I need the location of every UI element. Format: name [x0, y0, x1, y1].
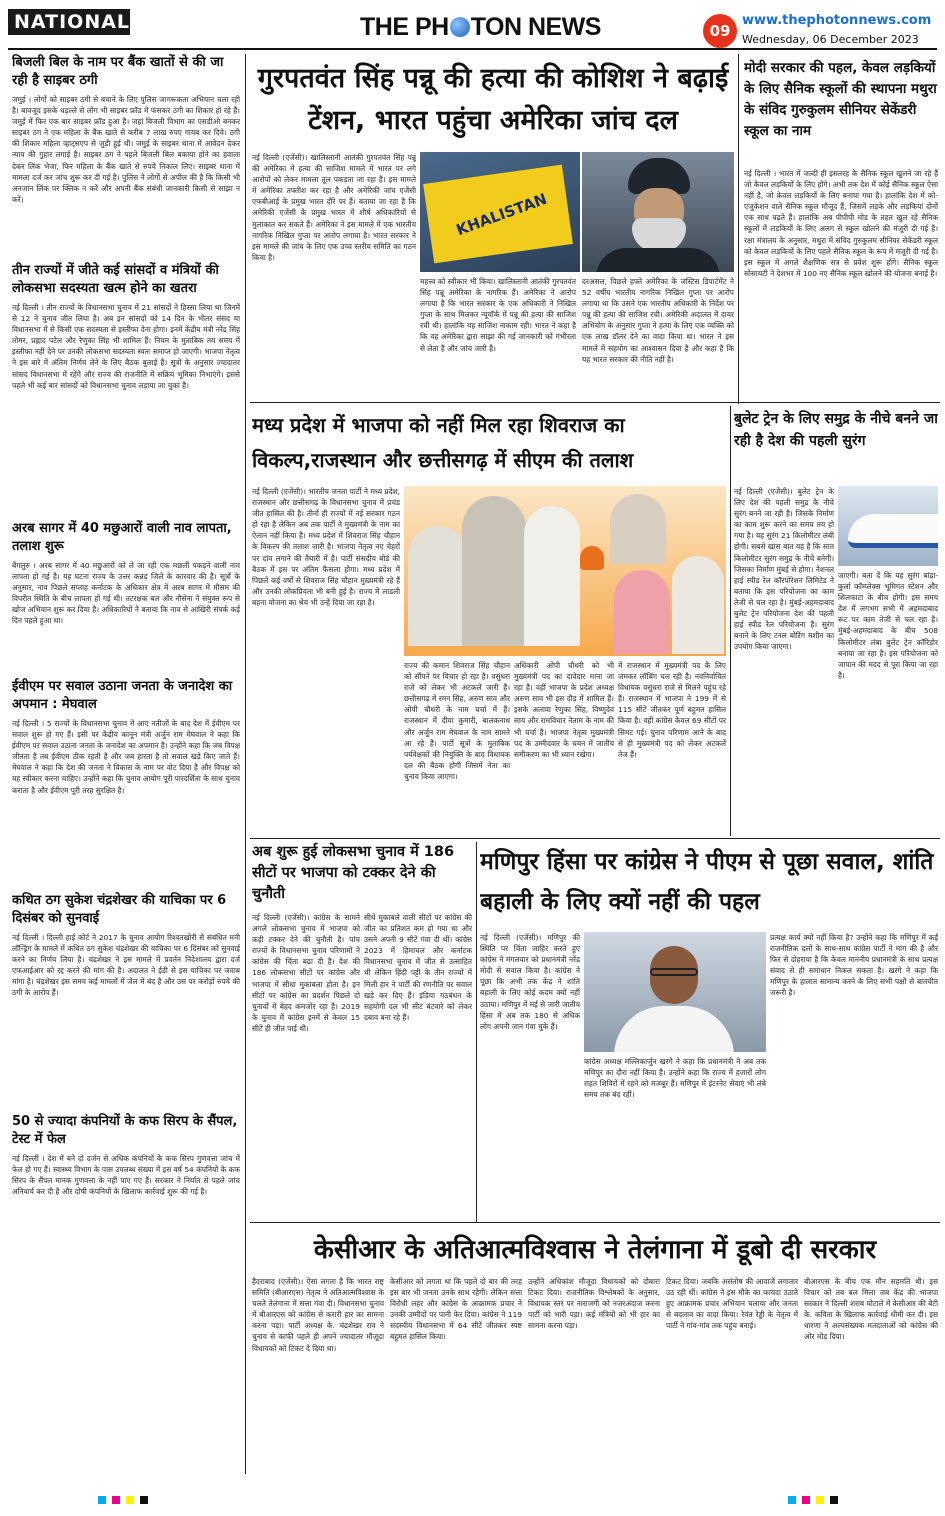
right-top-headline: मोदी सरकार की पहल, केवल लड़कियों के लिए सैनिक स्कूलों की स्थापना मथुरा के संविद गुरुकुलम सीनियर सेकेंडरी स्कूल का नाम [744, 60, 937, 139]
lead-col-3: दरअसल, पिछले हफ्ते अमेरिका के जस्टिस डिपार्टमेंट ने 52 वर्षीय भारतीय नागरिक निखिल गुप्ता पर आरोप लगाया था कि उसने एक भारतीय अधिकारी के निर्देश पर पन्नू की हत्या की साजिश रची। अमेरिकी अदालत में दायर अभियोग के अनुसार गुप्ता ने हत्या के लिए एक व्यक्ति को एक लाख डॉलर देने का वादा किया था। भारत ने इस मामले में सहयोग का आश्वासन दिया है और कहा है कि यह भारत सरकार की नीति नहीं है। [582, 277, 734, 364]
story-body: नई दिल्ली । देश में बने दो दर्जन से अधिक कंपनियों के कफ सिरप गुणवत्ता जांच में फेल हो गए हैं। स्वास्थ्य विभाग के पास उपलब्ध संख्या में इस वर्ष 54 कंपनियों के कफ सिरप के सैंपल मानक गुणवत्ता के नहीं पाए गए हैं। सरकार ने निर्यात से पहले जांच अनिवार्य कर दी है और दोषी कंपनियों के खिलाफ कार्रवाई शुरू की गई है। [12, 1154, 240, 1197]
leader-4 [610, 494, 666, 564]
cmyk-dot [126, 1496, 134, 1504]
manipur-col-3: प्रत्यक्ष कार्य क्यों नहीं किया है? उन्होंने कहा कि मणिपुर में कई राजनीतिक दलों के साथ-साथ कांग्रेस पार्टी ने मांग की है और फिर से दोहराया है कि केवल माननीय प्रधानमंत्री के साथ प्रत्यक्ष संवाद से ही समाधान निकल सकता है। खरगे ने कहा कि मणिपुर के हालात सामान्य करने के लिए सभी पक्षों से बातचीत जरूरी है। [770, 933, 938, 998]
page-number-badge [703, 14, 737, 48]
manipur-col-2: कांग्रेस अध्यक्ष मल्लिकार्जुन खरगे ने कहा कि प्रधानमंत्री ने अब तक मणिपुर का दौरा नहीं किया है। उन्होंने कहा कि राज्य में हजारों लोग राहत शिविरों में रहने को मजबूर हैं। मणिपुर में इंटरनेट सेवाएं भी लंबे समय तक बंद रहीं। [584, 1057, 766, 1100]
story-body: बेंगलुरु । अरब सागर में 40 मछुआरों को ले जा रही एक मछली पकड़ने वाली नाव लापता हो गई है। यह घटना राज्य के उत्तर कन्नड़ जिले के कारवार की है। सूत्रों के अनुसार, नाव पिछले सप्ताह कर्नाटक के अधिकार क्षेत्र में अरब सागर में मौसम की विपरीत स्थिति के बीच लापता हो गई थी। तटरक्षक बल और नौसेना ने संयुक्त रूप से खोज अभियान शुरू कर दिया है। अधिकारियों ने बताया कि नाव से आखिरी संपर्क कई दिन पहले हुआ था। [12, 561, 240, 626]
bullet-col-1: नई दिल्ली (एजेंसी)। बुलेट ट्रेन के लिए देश की पहली समुद्र के नीचे सुरंग बनने जा रही है। जिसके निर्माण का काम शुरू करने का समय तय हो गया है। यह सुरंग 21 किलोमीटर लंबी होगी। सबसे खास बात यह है कि सात किलोमीटर सुरंग समुद्र के नीचे बनेगी। जिसका निर्माण मुंबई से होगा। नेशनल हाई स्पीड रेल कॉरपोरेशन लिमिटेड ने बताया कि इस परियोजना का काम तेजी से चल रहा है। मुंबई-अहमदाबाद बुलेट ट्रेन परियोजना देश की पहली हाई स्पीड रेल परियोजना है। सुरंग बनाने के लिए टनल बोरिंग मशीन का उपयोग किया जाएगा। [734, 487, 834, 652]
glasses [650, 968, 698, 976]
mp-col-1: नई दिल्ली (एजेंसी)। भारतीय जनता पार्टी ने मध्य प्रदेश, राजस्थान और छत्तीसगढ़ के विधानसभा चुनाव में प्रचंड जीत हासिल की है। तीनों ही राज्यों में नई सरकार गठन हो रहा है लेकिन अब तक पार्टी ने मुख्यमंत्री के नाम का ऐलान नहीं किया है। मध्य प्रदेश में शिवराज सिंह चौहान के विकल्प की तलाश जारी है। भाजपा नेतृत्व नए चेहरों पर दांव लगाने की तैयारी में है। पार्टी संसदीय बोर्ड की बैठक में इस पर अंतिम फैसला होगा। मध्य प्रदेश में पिछले कई वर्षों से शिवराज सिंह चौहान मुख्यमंत्री रहे हैं और उनकी लोकप्रियता भी बनी हुई है। राज्य में लाडली बहना योजना का श्रेय भी उन्हें दिया जा रहा है। [252, 487, 400, 607]
leader-6 [672, 556, 724, 654]
story-headline: बिजली बिल के नाम पर बैंक खातों से की जा रही है साइबर ठगी [12, 55, 224, 88]
story-body: जमुई । लोगों को साइबर ठगी से बचाने के लिए पुलिस जागरूकता अभियान चला रही है। बावजूद इसके धड़ल्ले से लोग भी साइबर फ्रॉड में फंसकर ठगी का शिकार हो रहे हैं। जमुई में फिर एक बार साइबर फ्रॉड हुआ है। जहां बिजली विभाग का एसडीओ बनकर साइबर ठग ने एक महिला के बैंक खाते से करीब 7 लाख रुपए गायब कर दिये। ठगी की शिकार महिला व्हाट्सएप से जुड़ी हुई थी। जमुई के साइबर थाना में आवेदन देकर न्याय की गुहार लगाई है। साइबर ठग ने पहले बिजली बिल बकाया होने का हवाला देकर लिंक भेजा, फिर महिला के बैंक खाते से रुपये निकाल लिए। साइबर थाना में मामला दर्ज कर जांच शुरू कर दी गई है। पुलिस ने लोगों से अपील की है कि किसी भी अनजान लिंक पर क्लिक न करें और अपनी बैंक संबंधी जानकारी किसी से साझा न करें। [12, 95, 240, 204]
paper-name-part1: THE PH [360, 13, 449, 41]
divider-left [245, 54, 246, 1474]
paper-name-part2: TON NEWS [470, 13, 601, 41]
photon-globe-icon [450, 17, 470, 37]
bjp-leaders-collage [404, 486, 726, 656]
story-headline: तीन राज्यों में जीते कई सांसदों व मंत्रियों की लोकसभा सदस्यता खत्म होने का खतरा [12, 263, 219, 296]
registration-marks [8, 1494, 937, 1506]
leader-2 [462, 496, 526, 646]
leader-5 [614, 570, 670, 654]
story-body: नई दिल्ली । 5 राज्यों के विधानसभा चुनाव में आए नतीजों के बाद देश में ईवीएम पर सवाल शुरू हो गए हैं। इसी पर केंद्रीय कानून मंत्री अर्जुन राम मेघवाल ने कहा कि ईवीएम पर सवाल उठाना जनता के जनादेश का अपमान है। उन्होंने कहा कि जब विपक्ष जीतता है तब ईवीएम ठीक रहती है और जब हारता है तो सवाल खड़े किए जाते हैं। मेघवाल ने कहा कि देश की जनता ने विकास के नाम पर वोट दिया है और विपक्ष को यह स्वीकार करना चाहिए। उन्होंने कहा कि चुनाव आयोग पूरी पारदर्शिता के साथ चुनाव कराता है और ईवीएम पूरी तरह सुरक्षित है। [12, 719, 240, 795]
leader-3 [524, 506, 580, 646]
lead-headline: गुरपतवंत सिंह पन्नू की हत्या की कोशिश ने बढ़ाई टेंशन, भारत पहुंचा अमेरिका जांच दल [257, 63, 729, 136]
cmyk-dot [788, 1496, 796, 1504]
left-story-1 [12, 54, 240, 260]
paper-name [360, 12, 680, 42]
story-headline: 50 से ज्यादा कंपनियों के कफ सिरप के सैंपल, टेस्ट में फेल [12, 1114, 238, 1147]
leader-1 [408, 526, 468, 646]
left-story-3 [12, 520, 240, 675]
mp-headline: मध्य प्रदेश में भाजपा को नहीं मिल रहा शिवराज का विकल्प,राजस्थान और छत्तीसगढ़ में सीएम की तलाश [252, 413, 634, 472]
cmyk-dot [816, 1496, 824, 1504]
kcr-col-3: उन्होंने अधिकांश मौजूदा विधायकों को दोबारा टिकट दिया। राजनीतिक विश्लेषकों के अनुसार, विधायक स्तर पर नाराजगी को नजरअंदाज करना पार्टी को भारी पड़ा। कई मंत्रियों को भी हार का सामना करना पड़ा। [528, 1277, 660, 1331]
cmyk-dot [112, 1496, 120, 1504]
kharge-photo [584, 932, 766, 1052]
beard [632, 218, 686, 252]
story-body: नई दिल्ली । दिल्ली हाई कोर्ट ने 2017 के चुनाव आयोग रिश्वतखोरी से संबंधित मनी लॉन्ड्रिंग के मामले में कथित ठग सुकेश चंद्रशेखर की याचिका पर 6 दिसंबर को सुनवाई करने का निर्णय लिया है। चंद्रशेखर ने इस मामले में प्रवर्तन निदेशालय द्वारा दर्ज एफआईआर को रद्द करने की मांग की है। अदालत ने ईडी से इस याचिका पर जवाब मांगा है। चंद्रशेखर इस समय कई मामलों में जेल में बंद है और उस पर करोड़ों रुपये की ठगी के आरोप हैं। [12, 933, 240, 998]
flag-text: KHALISTAN [453, 189, 550, 240]
bullet-col-2: जाएगी। बता दें कि यह सुरंग बांद्रा-कुर्ला कॉम्प्लेक्स भूमिगत स्टेशन और शिलफाटा के बीच होगी। इस समय देश में लगभग सभी में अहमदाबाद रूट पर काम तेजी से चल रहा है। मुंबई-अहमदाबाद के बीच 508 किलोमीटर लंबा बुलेट ट्रेन कॉरिडोर बनाया जा रहा है। इस परियोजना को जापान की मदद से पूरा किया जा रहा है। [838, 571, 938, 680]
cmyk-dot [802, 1496, 810, 1504]
lead-col-2: महत्त्व को स्वीकार भी किया। खालिस्तानी आतंकी गुरपतवंत सिंह पन्नू अमेरिका के नागरिक हैं। अमेरिका ने आरोप लगाया है कि भारत सरकार के एक अधिकारी ने निखिल गुप्ता के साथ मिलकर न्यूयॉर्क में पन्नू की हत्या की साजिश रची थी। हालांकि यह साजिश नाकाम रही। भारत ने कहा है कि वह अमेरिका द्वारा साझा की गई जानकारी को गंभीरता से लेता है और जांच जारी है। [420, 277, 576, 353]
train-nose [848, 514, 938, 548]
mp-col-2: राज्य की कमान शिवराज सिंह चौहान को सौंपने पर विचार हो रहा है। वसुंधरा राजे को लेकर भी अटकलें जारी हैं। छत्तीसगढ़ में रमन सिंह, अरुण साव और ओपी चौधरी के नाम चर्चा में हैं। राजस्थान में दीया कुमारी, बालकनाथ और अर्जुन राम मेघवाल के नाम सामने आ रहे हैं। पार्टी सूत्रों के मुताबिक पर्यवेक्षकों की नियुक्ति के बाद विधायक दल की बैठक होगी जिसमें नेता का चुनाव किया जाएगा। [404, 661, 510, 781]
divider-mp-bullet [730, 406, 731, 836]
kcr-col-1: हैदराबाद (एजेंसी)। ऐसा लगता है कि भारत राष्ट्र समिति (बीआरएस) नेतृत्व ने अतिआत्मविश्वास के चलते तेलंगाना में सत्ता गंवा दी। विधानसभा चुनाव में बीआरएस को कांग्रेस से करारी हार का सामना करना पड़ा। पार्टी अध्यक्ष के. चंद्रशेखर राव ने चुनाव से काफी पहले ही अपने ज्यादातर मौजूदा विधायकों को टिकट दे दिया था। [252, 1277, 384, 1353]
kcr-col-4: टिकट दिया। जबकि असंतोष की आवाजें लगातार उठ रही थीं। कांग्रेस ने इस मौके का फायदा उठाते हुए आक्रामक प्रचार अभियान चलाया और जनता से बदलाव का वादा किया। रेवंत रेड्डी के नेतृत्व में पार्टी ने गांव-गांव तक पहुंच बनाई। [666, 1277, 798, 1331]
cmyk-dot [140, 1496, 148, 1504]
issue-date: Wednesday, 06 December 2023 [742, 33, 919, 46]
divider-lead-bottom [250, 402, 940, 403]
mp-col-3: अधिकारी ओपी चौधरी को भी मुख्यमंत्री पद का दावेदार माना जा रहा है। वहीं भाजपा के प्रदेश अध्यक्ष अरुण साव भी इस दौड़ में शामिल हैं। इसके अलावा रेणुका सिंह, विष्णुदेव साय और रामविचार नेताम के नाम की भी चर्चा है। भाजपा नेतृत्व मुख्यमंत्री पद के उम्मीदवार के चयन में जातीय समीकरण का भी ध्यान रखेगा। [514, 661, 614, 759]
story-body: नई दिल्ली । तीन राज्यों के विधानसभा चुनाव में 21 सांसदों ने हिस्सा लिया था जिनमें से 12 ने चुनाव जीत लिया है। अब इन सांसदों को 14 दिन के भीतर संसद या विधानसभा में से किसी एक सदस्यता से इस्तीफा देना होगा। इनमें केंद्रीय मंत्री नरेंद्र सिंह तोमर, प्रह्लाद पटेल और रेणुका सिंह भी शामिल हैं। नियम के मुताबिक तय समय में इस्तीफा नहीं देने पर उनकी लोकसभा सदस्यता स्वतः समाप्त हो जाएगी। भाजपा नेतृत्व ने इस बारे में अंतिम निर्णय लेने के लिए बैठक बुलाई है। सूत्रों के अनुसार ज्यादातर सांसद विधानसभा में रहेंगे और राज्य की राजनीति में सक्रिय भूमिका निभाएंगे। इससे पहले भी कई बार सांसदों को विधानसभा चुनाव लड़ाया जा चुका है। [12, 303, 240, 390]
left-story-5 [12, 892, 240, 1110]
story-headline: ईवीएम पर सवाल उठाना जनता के जनादेश का अपमान : मेघवाल [12, 679, 233, 712]
bullet-headline: बुलेट ट्रेन के लिए समुद्र के नीचे बनने जा रही है देश की पहली सुरंग [734, 411, 938, 449]
lotus-icon [580, 546, 604, 570]
flag [423, 165, 573, 264]
loksabha-col-2: सीधे मुकाबले वाली सीटों पर कांग्रेस की जीत का प्रतिशत कम हो गया था और उसने अपनी 9 सीटें गंवा दी थीं। कांग्रेस 2023 में हिमाचल और कर्नाटक विधानसभा चुनाव में जीत से उत्साहित थी लेकिन हिंदी पट्टी के तीन राज्यों में मिली हार ने पार्टी की रणनीति पर सवाल खड़े कर दिए हैं। इंडिया गठबंधन के सहयोगी दल भी सीट बंटवारे को लेकर दबाव बना रहे हैं। [364, 913, 472, 1022]
story-headline: कथित ठग सुकेश चंद्रशेखर की याचिका पर 6 दिसंबर को सुनवाई [12, 893, 227, 926]
bullet-train-photo [838, 486, 938, 566]
divider-right [738, 54, 739, 404]
website-link[interactable]: www.thephotonnews.com [742, 13, 932, 28]
masthead-rule [8, 48, 937, 50]
divider-kcr-top [250, 1222, 940, 1223]
mp-col-4: में राजस्थान में मुख्यमंत्री पद के लिए जमकर लॉबिंग चल रही है। नवनिर्वाचित विधायक वसुंधरा राजे से मिलने पहुंच रहे हैं। राजस्थान में भाजपा ने 199 में से 115 सीटें जीतकर पूर्ण बहुमत हासिल किया है। वहीं कांग्रेस केवल 69 सीटों पर सिमट गई। चुनाव परिणाम आने के बाद से ही मुख्यमंत्री पद को लेकर अटकलें तेज हैं। [618, 661, 726, 759]
shoulders [614, 1006, 734, 1052]
page-number: 09 [709, 22, 731, 40]
lead-col-1: नई दिल्ली (एजेंसी)। खालिस्तानी आतंकी गुरपतवंत सिंह पन्नू की अमेरिका में हत्या की साजिश मामले में भारत पर लगे आरोपों को लेकर मामला तूल पकड़ता जा रहा है। इस मामले में अमेरिका तफ्तीश कर रहा है और अमेरिकी जांच एजेंसी एफबीआई के प्रमुख भारत दौरे पर हैं। बताया जा रहा है कि अमेरिकी एजेंसी के प्रमुख भारत में शीर्ष अधिकारियों से मुलाकात कर सकते हैं। अमेरिका ने इस मामले में एक भारतीय नागरिक निखिल गुप्ता पर आरोप लगाया है। भारत सरकार ने इस मामले की जांच के लिए एक उच्च स्तरीय समिति का गठन किया है। [252, 153, 416, 262]
right-top-body: नई दिल्ली । भारत में जल्दी ही इसतरह के सैनिक स्कूल खुलने जा रहे हैं जो केवल लड़कियों के लिए होंगे। अभी तक देश में कोई सैनिक स्कूल ऐसा नहीं है, जो केवल लड़कियों के लिए बनाया गया है। हालांकि देश में को-एजुकेशन वाले सैनिक स्कूल मौजूद हैं, जिसमें लड़के और लड़कियां दोनों एक साथ पढ़ते हैं। हालांकि अब पीपीपी मोड के तहत खुल रहे सैनिक स्कूलों में लड़कियों के लिए अलग से स्कूल खोलने की मंजूरी दी गई है। रक्षा मंत्रालय के अनुसार, मथुरा में संविद गुरुकुलम सीनियर सेकेंडरी स्कूल को केवल लड़कियों के लिए पहले सैनिक स्कूल के रूप में मंजूरी दी गई है। इस स्कूल में अगले शैक्षणिक सत्र से प्रवेश शुरू होंगे। सैनिक स्कूल सोसायटी ने देशभर में 100 नए सैनिक स्कूल खोलने की योजना बनाई है। [744, 169, 938, 278]
loksabha-col-1: नई दिल्ली (एजेंसी)। कांग्रेस के सामने अगले लोकसभा चुनाव में भाजपा को कड़ी टक्कर देने की चुनौती है। पांच राज्यों के विधानसभा चुनाव परिणामों ने कांग्रेस की चिंता बढ़ा दी है। देश की 186 लोकसभा सीटों पर कांग्रेस और भाजपा में सीधा मुकाबला होता है। इन सीटों पर कांग्रेस का प्रदर्शन पिछले दो चुनावों में बेहद कमजोर रहा है। 2019 के चुनाव में कांग्रेस इनमें से केवल 15 सीटें ही जीत पाई थी। [252, 913, 360, 1033]
divider-loksabha-manipur [476, 842, 477, 1222]
left-story-6 [12, 1113, 240, 1473]
loksabha-headline: अब शुरू हुई लोकसभा चुनाव में 186 सीटों पर भाजपा को टक्कर देने की चुनौती [252, 844, 455, 902]
left-story-2 [12, 262, 240, 517]
cmyk-dot [830, 1496, 838, 1504]
kcr-col-5: बीआरएस के बीच एक मौन सहमति थी। इस विचार को तब बल मिला जब केंद्र की भाजपा सरकार ने दिल्ली शराब घोटाले में केसीआर की बेटी के. कविता के खिलाफ कार्रवाई धीमी कर दी। इस धारणा ने अल्पसंख्यक मतदाताओं को कांग्रेस की ओर मोड़ दिया। [804, 1277, 938, 1342]
kcr-col-2: केसीआर को लगता था कि पहले दो बार की तरह इस बार भी जनता उनके साथ रहेगी। लेकिन सत्ता विरोधी लहर और कांग्रेस के आक्रामक प्रचार ने उनकी उम्मीदों पर पानी फेर दिया। कांग्रेस ने 119 सदस्यीय विधानसभा में 64 सीटें जीतकर स्पष्ट बहुमत हासिल किया। [390, 1277, 522, 1342]
manipur-headline: मणिपुर हिंसा पर कांग्रेस ने पीएम से पूछा सवाल, शांति बहाली के लिए क्यों नहीं की पहल [480, 849, 934, 915]
left-story-4 [12, 678, 240, 888]
section-label: NATIONAL [14, 11, 130, 33]
shoulders [596, 248, 720, 272]
khalistan-flag-photo [420, 152, 580, 272]
manipur-col-1: नई दिल्ली (एजेंसी)। मणिपुर की स्थिति पर चिंता जाहिर करते हुए कांग्रेस ने मंगलवार को प्रधानमंत्री नरेंद्र मोदी से सवाल किया है। कांग्रेस ने पूछा कि अभी तक केंद्र ने शांति बहाली के लिए कोई कदम क्यों नहीं उठाया। मणिपुर में मई से जारी जातीय हिंसा में अब तक 180 से अधिक लोग अपनी जान गंवा चुके हैं। [480, 933, 580, 1031]
story-headline: अरब सागर में 40 मछुआरों वाली नाव लापता, तलाश शुरू [12, 521, 232, 554]
pannun-portrait-photo [582, 152, 734, 272]
kcr-headline: केसीआर के अतिआत्मविश्वास ने तेलंगाना में डूबो दी सरकार [313, 1235, 877, 1265]
section-label-box [8, 9, 130, 35]
divider-mid [250, 838, 940, 839]
cmyk-dot [98, 1496, 106, 1504]
